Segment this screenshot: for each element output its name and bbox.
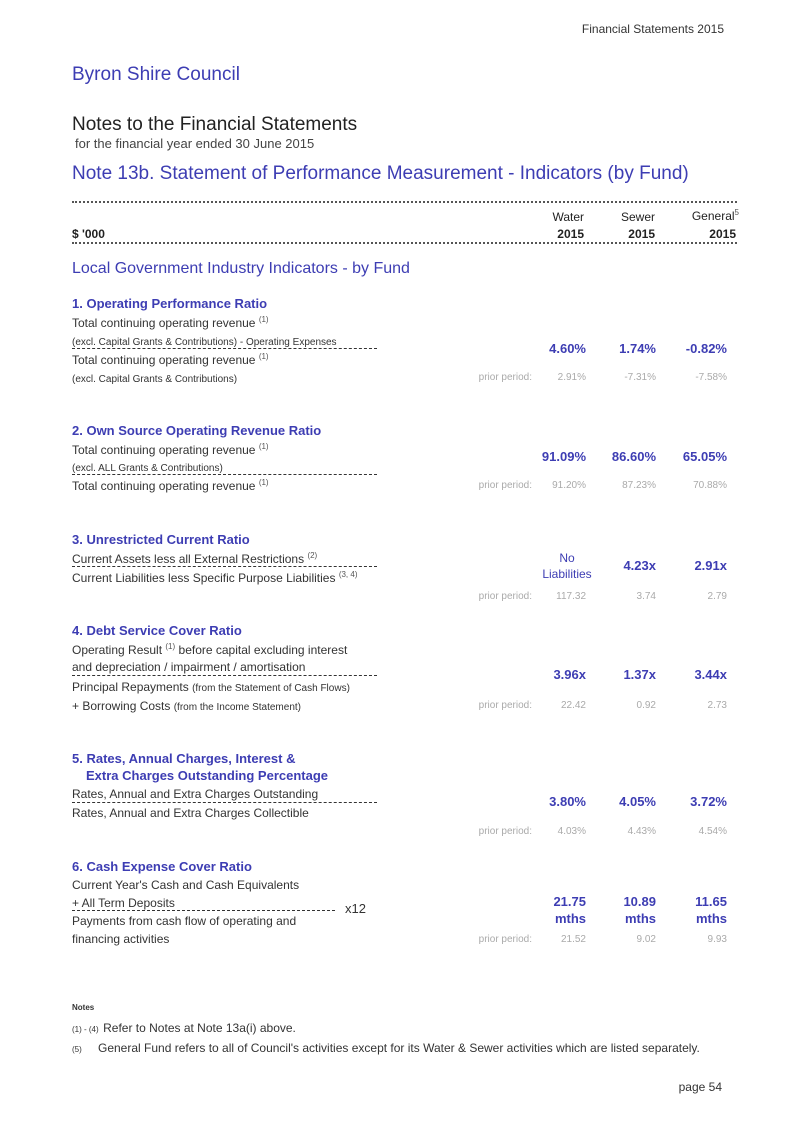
indicator-6-prior-label: prior period:	[478, 934, 532, 945]
indicator-4-title: 4. Debt Service Cover Ratio	[72, 623, 242, 638]
indicator-6-prior-sewer: 9.02	[636, 934, 656, 945]
indicator-1-line-4: (excl. Capital Grants & Contributions)	[72, 374, 238, 385]
indicator-6-general: 11.65	[695, 894, 727, 909]
indicator-6-line-3: Payments from cash flow of operating and	[72, 914, 297, 928]
indicator-5-title-line-2: Extra Charges Outstanding Percentage	[86, 768, 329, 783]
col-water-year: 2015	[557, 227, 584, 241]
indicator-4-prior-water: 22.42	[560, 700, 586, 711]
indicator-1-prior-label: prior period:	[478, 372, 532, 383]
indicator-6-line-2: + All Term Deposits	[72, 896, 175, 910]
currency-label: $ '000	[72, 227, 105, 241]
indicator-6-sewer: 10.89	[623, 894, 656, 909]
indicator-5-prior-sewer: 4.43%	[627, 826, 656, 837]
indicator-4-line-1: Operating Result $^{(1)}$ before capital excluding interest	[72, 642, 348, 657]
header-rule-bottom	[72, 242, 737, 244]
indicator-5-prior-label: prior period:	[478, 826, 532, 837]
indicator-3-water-line-1: No	[559, 551, 575, 565]
indicator-1-line-2: (excl. Capital Grants & Contributions) - Operating Expenses	[72, 337, 337, 348]
indicator-2-water: 91.09%	[541, 449, 586, 464]
indicator-6-prior-water: 21.52	[560, 934, 586, 945]
footnote-2-text: General Fund refers to all of Council's activities except for its Water & Sewer activities which are listed separately.	[98, 1041, 700, 1055]
indicator-1-prior-sewer: -7.31%	[624, 372, 656, 383]
indicator-4-prior-general: 2.73	[707, 700, 727, 711]
col-general-name: General$^5$	[691, 208, 739, 223]
indicator-2-line-1: Total continuing operating revenue $^{(1)}$	[72, 442, 269, 457]
indicator-2-title: 2. Own Source Operating Revenue Ratio	[72, 423, 322, 438]
indicator-3-line-1: Current Assets less all External Restrictions $^{(2)}$	[72, 551, 318, 566]
indicator-5-line-2: Rates, Annual and Extra Charges Collectible	[72, 806, 309, 820]
indicator-6-water: 21.75	[553, 894, 586, 909]
indicator-5-prior-water: 4.03%	[557, 826, 586, 837]
indicator-1-line-3: Total continuing operating revenue $^{(1)}$	[72, 352, 269, 367]
indicator-6-prior-general: 9.93	[707, 934, 727, 945]
indicator-4-prior-sewer: 0.92	[636, 700, 656, 711]
indicator-1-line-1: Total continuing operating revenue $^{(1)}$	[72, 315, 269, 330]
indicator-3-general: 2.91x	[694, 558, 727, 573]
indicator-3-water-line-2: Liabilities	[542, 567, 592, 581]
financial-year: for the financial year ended 30 June 2015	[75, 136, 315, 151]
indicator-4-line-3: Principal Repayments (from the Statement of Cash Flows)	[72, 680, 350, 694]
indicator-3-line-2: Current Liabilities less Specific Purpose Liabilities $^{(3, 4)}$	[72, 570, 358, 585]
indicator-3-prior-label: prior period:	[478, 591, 532, 602]
indicator-1-prior-general: -7.58%	[695, 372, 727, 383]
indicator-2-line-3: Total continuing operating revenue $^{(1)}$	[72, 478, 269, 493]
indicator-1-title: 1. Operating Performance Ratio	[72, 296, 268, 311]
indicator-6-fraction-line	[72, 910, 335, 911]
running-header: Financial Statements 2015	[581, 22, 724, 36]
indicator-5-fraction-line	[72, 802, 377, 803]
indicator-6-sewer-units: mths	[624, 911, 656, 926]
indicator-4-line-2: and depreciation / impairment / amortisation	[72, 660, 306, 674]
indicator-6-water-units: mths	[554, 911, 586, 926]
indicator-5-water: 3.80%	[549, 794, 586, 809]
indicator-5-title-line-1: 5. Rates, Annual Charges, Interest &	[72, 751, 296, 766]
indicator-3-sewer: 4.23x	[623, 558, 656, 573]
page-number: page 54	[678, 1080, 722, 1094]
col-water-name: Water	[552, 210, 584, 224]
indicator-2-prior-general: 70.88%	[693, 480, 727, 491]
note-title: Note 13b. Statement of Performance Measurement - Indicators (by Fund)	[72, 163, 689, 184]
indicator-1-general: -0.82%	[685, 341, 727, 356]
indicator-2-prior-sewer: 87.23%	[622, 480, 656, 491]
indicator-6-line-1: Current Year's Cash and Cash Equivalents	[72, 878, 300, 892]
footnote-1-mark: (1) - (4)	[72, 1025, 99, 1034]
indicator-2-prior-water: 91.20%	[552, 480, 586, 491]
footnote-1-text: Refer to Notes at Note 13a(i) above.	[103, 1021, 296, 1035]
indicator-5-sewer: 4.05%	[619, 794, 656, 809]
header-rule-top	[72, 201, 737, 203]
indicator-1-prior-water: 2.91%	[557, 372, 586, 383]
col-sewer-name: Sewer	[620, 210, 655, 224]
indicator-3-prior-general: 2.79	[707, 591, 727, 602]
indicator-3-fraction-line	[72, 566, 377, 567]
indicator-2-sewer: 86.60%	[611, 449, 656, 464]
indicator-5-prior-general: 4.54%	[698, 826, 727, 837]
indicator-2-line-2: (excl. ALL Grants & Contributions)	[72, 463, 223, 474]
indicator-2-prior-label: prior period:	[478, 480, 532, 491]
col-general-year: 2015	[709, 227, 736, 241]
indicator-6-general-units: mths	[695, 911, 727, 926]
notes-title: Notes to the Financial Statements	[72, 114, 358, 135]
footnotes-heading: Notes	[72, 1003, 95, 1012]
indicator-6-line-4: financing activities	[72, 932, 170, 946]
col-sewer-year: 2015	[628, 227, 655, 241]
footnote-1	[72, 1019, 296, 1037]
section-title: Local Government Industry Indicators - by Fund	[72, 260, 410, 277]
indicator-1-water: 4.60%	[549, 341, 586, 356]
indicator-4-sewer: 1.37x	[623, 667, 656, 682]
footnote-2-mark: (5)	[72, 1045, 82, 1054]
council-name: Byron Shire Council	[72, 64, 240, 85]
indicator-6-title: 6. Cash Expense Cover Ratio	[72, 859, 252, 874]
indicator-2-general: 65.05%	[682, 449, 727, 464]
indicator-4-prior-label: prior period:	[478, 700, 532, 711]
indicator-3-title: 3. Unrestricted Current Ratio	[72, 532, 250, 547]
footnote-2	[72, 1039, 737, 1057]
indicator-4-general: 3.44x	[694, 667, 727, 682]
indicator-5-line-1: Rates, Annual and Extra Charges Outstanding	[72, 787, 319, 801]
col-general-sup: 5	[734, 208, 739, 217]
indicator-3-prior-sewer: 3.74	[636, 591, 656, 602]
indicator-1-sewer: 1.74%	[619, 341, 656, 356]
indicator-2-fraction-line	[72, 474, 377, 475]
indicator-4-water: 3.96x	[553, 667, 586, 682]
indicator-4-line-4: + Borrowing Costs (from the Income Statement)	[72, 699, 301, 713]
indicator-5-general: 3.72%	[690, 794, 727, 809]
indicator-4-fraction-line	[72, 675, 377, 676]
indicator-1-fraction-line	[72, 348, 377, 349]
indicator-3-prior-water: 117.32	[556, 591, 586, 602]
indicator-6-multiplier: x12	[345, 901, 366, 916]
